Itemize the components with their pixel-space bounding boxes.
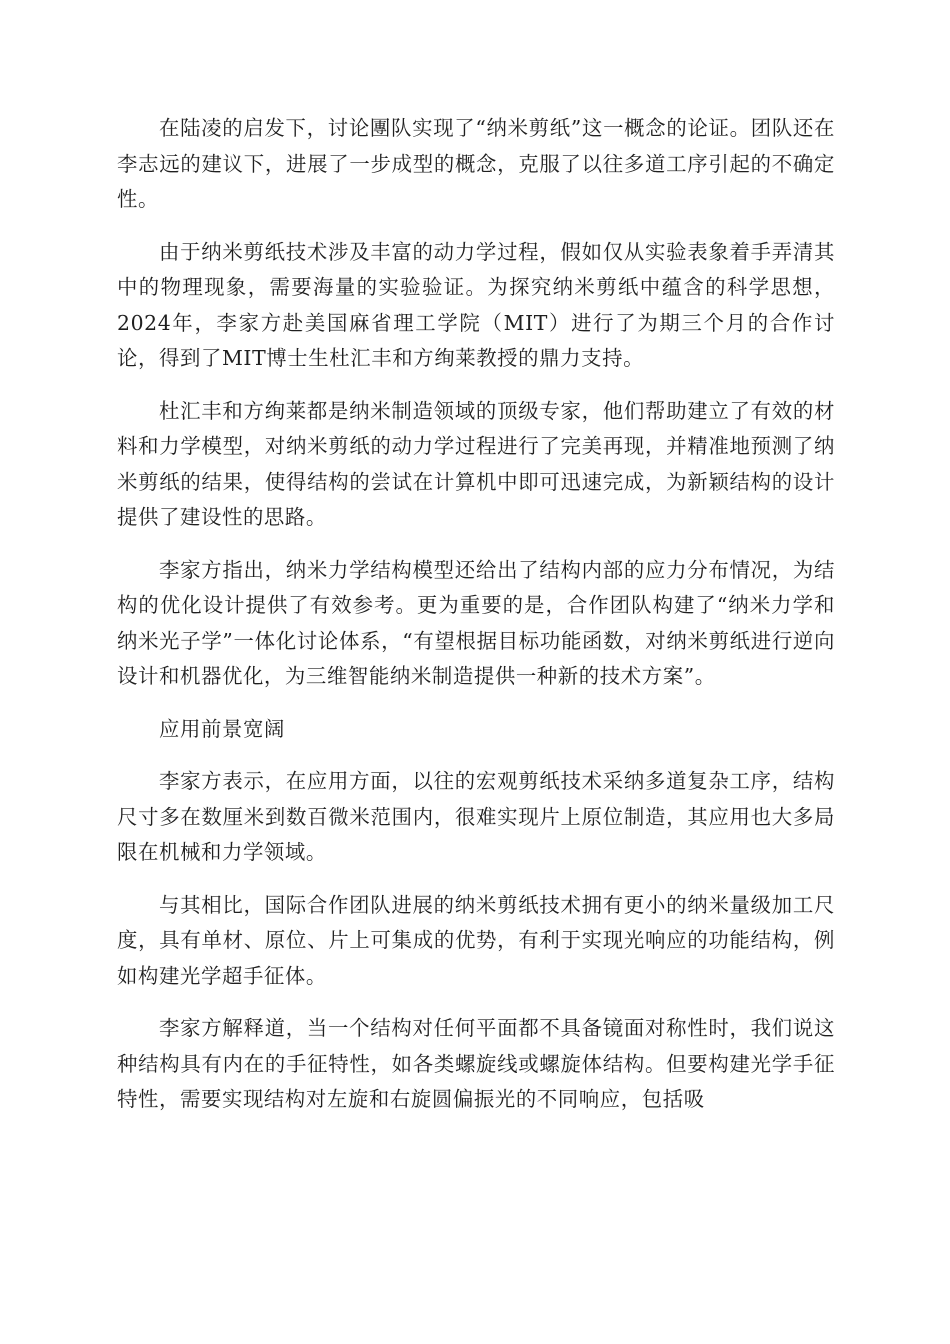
paragraph: 李家方解释道，当一个结构对任何平面都不具备镜面对称性时，我们说这种结构具有内在的手征特性，如各类螺旋线或螺旋体结构。但要构建光学手征特性，需要实现结构对左旋和右旋圆偏振光的不同响应，包括吸 [117,1016,835,1111]
paragraph: 李家方指出，纳米力学结构模型还给出了结构内部的应力分布情况，为结构的优化设计提供了有效参考。更为重要的是，合作团队构建了“纳米力学和纳米光子学”一体化讨论体系，“有望根据目标功能函数，对纳米剪纸进行逆向设计和机器优化，为三维智能纳米制造提供一种新的技术方案”。 [117,557,835,688]
paragraph: 由于纳米剪纸技术涉及丰富的动力学过程，假如仅从实验表象着手弄清其中的物理现象，需要海量的实验验证。为探究纳米剪纸中蕴含的科学思想，2024年，李家方赴美国麻省理工学院（MIT）进行了为期三个月的合作讨论，得到了MIT博士生杜汇丰和方绚莱教授的鼎力支持。 [117,239,835,370]
article-body [117,111,835,1135]
section-heading: 应用前景宽阔 [159,716,285,741]
paragraph: 杜汇丰和方绚莱都是纳米制造领域的顶级专家，他们帮助建立了有效的材料和力学模型，对纳米剪纸的动力学过程进行了完美再现，并精准地预测了纳米剪纸的结果，使得结构的尝试在计算机中即可迅速完成，为新颖结构的设计提供了建设性的思路。 [117,398,835,529]
paragraph: 李家方表示，在应用方面，以往的宏观剪纸技术采纳多道复杂工序，结构尺寸多在数厘米到数百微米范围内，很难实现片上原位制造，其应用也大多局限在机械和力学领域。 [117,769,835,864]
paragraph: 与其相比，国际合作团队进展的纳米剪纸技术拥有更小的纳米量级加工尺度，具有单材、原位、片上可集成的优势，有利于实现光响应的功能结构，例如构建光学超手征体。 [117,892,835,988]
paragraph: 在陆凌的启发下，讨论團队实现了“纳米剪纸”这一概念的论证。团队还在李志远的建议下，进展了一步成型的概念，克服了以往多道工序引起的不确定性。 [117,116,835,211]
